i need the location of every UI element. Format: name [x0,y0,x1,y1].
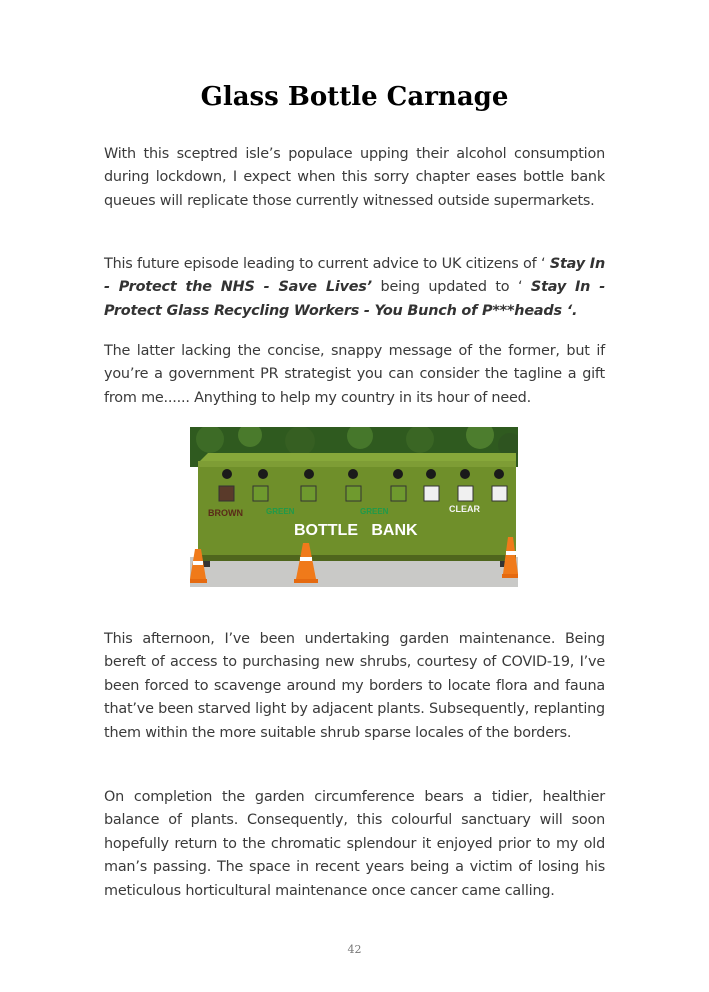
paragraph-3: The latter lacking the concise, snappy message of the former, but if you’re a government PR strategist you can consider the tagline a gift from me...... Anything to help my country in its hour of need. [104,343,605,406]
label-brown: BROWN [208,508,243,518]
label-green-1: GREEN [266,507,295,516]
paragraph-2-quote-b: Stay In - Protect Glass Recycling Workers - You Bunch of P***heads ‘. [104,279,605,319]
paragraph-4: This afternoon, I’ve been undertaking garden maintenance. Being bereft of access to purchasing new shrubs, courtesy of COVID-19, I’ve been forced to scavenge around my borders to locate flora and fauna that’ve been starved light by adjacent plants. Subsequently, replanting them within the more suitable shrub sparse locales of the borders. [104,631,605,741]
paragraph-2 [104,253,605,323]
paragraph-2-text-a: This future episode leading to current advice to UK citizens of ‘ [104,256,550,272]
label-clear: CLEAR [449,504,480,514]
paragraph-2-text-b: being updated to ‘ [371,279,531,296]
label-bottle-bank: BOTTLE BANK [294,522,418,539]
paragraph-5: On completion the garden circumference bears a tidier, healthier balance of plants. Consequently, this colourful sanctuary will soon hopefully return to the chromatic splendour it enjoyed prior to my old man’s passing. The space in recent years being a victim of losing his meticulous horticultural maintenance once cancer came calling. [104,789,605,899]
page-number: 42 [347,943,362,956]
paragraph-1: With this sceptred isle’s populace upping their alcohol consumption during lockdown, I expect when this sorry chapter eases bottle bank queues will replicate those currently witnessed outside supermarkets. [104,146,605,209]
paragraph-2-quote-a: Stay In - Protect the NHS - Save Lives’ [104,256,605,296]
page-title: Glass Bottle Carnage [200,82,509,112]
label-green-2: GREEN [360,507,389,516]
bottle-bank-photo [190,427,518,587]
road [190,557,518,587]
